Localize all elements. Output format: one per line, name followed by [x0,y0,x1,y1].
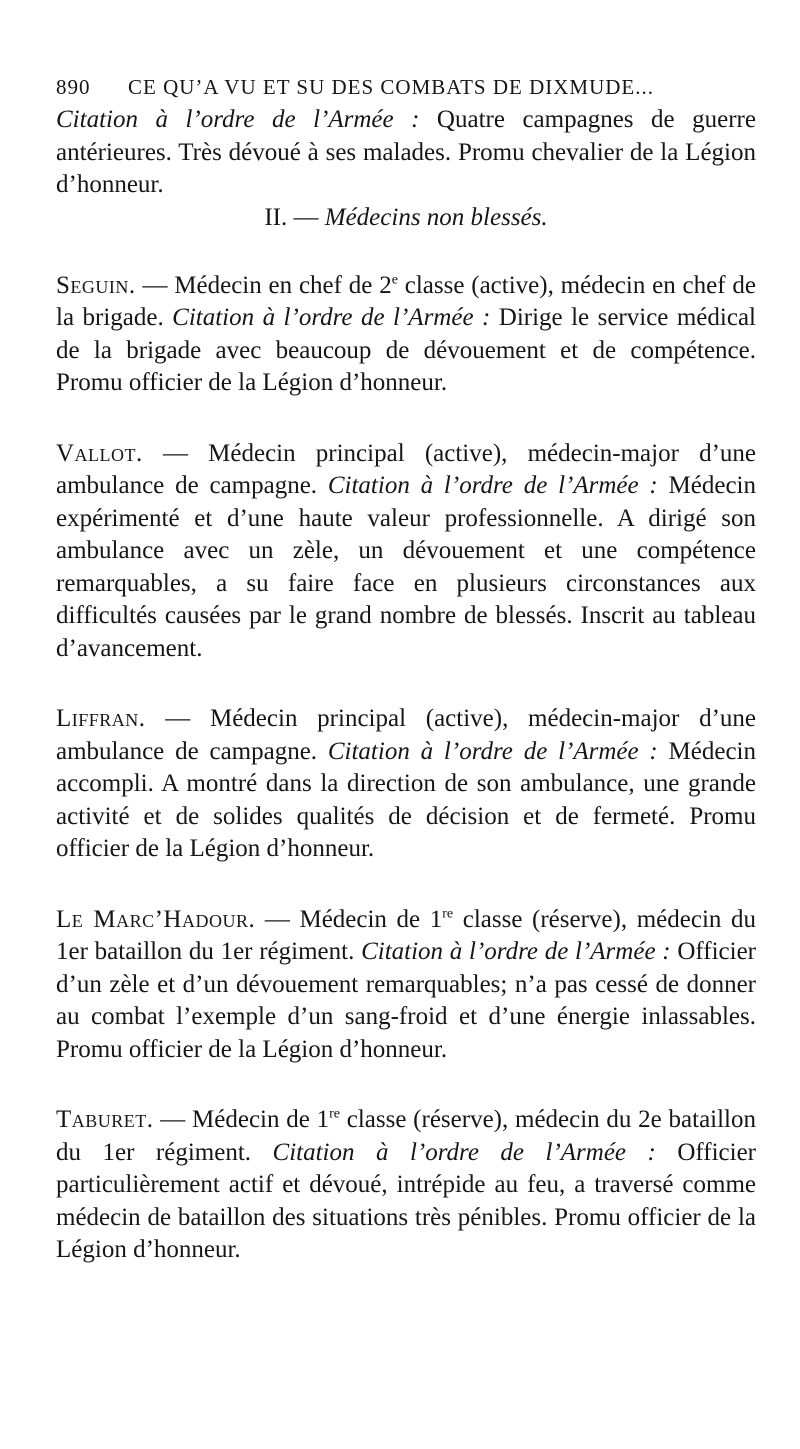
entry-rank-sup: re [442,906,454,922]
entry-paragraph [56,438,756,666]
entry-text: Officier particulièrement actif et dévoué, intrépide au feu, a traversé comme médecin de bataillon des situations très pénibles. Promu officier de la Légion d’honneur. [56,1138,756,1263]
entry-name: Vallot. [56,439,143,467]
entry-rank-after: classe (active), médecin en chef de la brigade. [56,271,756,331]
citation-label: Citation à l’ordre de l’Armée : [361,938,671,965]
citation-label: Citation à l’ordre de l’Armée : [327,472,658,499]
entry-text: Médecin expérimenté et d’une haute valeur professionnelle. A dirigé son ambulance avec un zèle, un dévouement et une compétence remarquables, a su faire face en plusieurs circonstances aux difficultés causées par le grand nombre de blessés. Inscrit au tableau d’avancement. [56,472,756,662]
entry-text: Médecin accompli. A montré dans la direction de son ambulance, une grande activité et de solides qualités de décision et de fermeté. Promu officier de la Légion d’honneur. [56,737,756,862]
entry-paragraph [56,703,756,866]
running-title: CE QU’A VU ET SU DES COMBATS DE DIXMUDE... [128,75,655,99]
entry-rank-sup: e [391,272,398,288]
entry-name: Seguin. [56,271,136,299]
section-title: Médecins non blessés. [324,203,548,231]
entry-rank-after: classe (réserve), médecin du 2e bataillon du 1er régiment. [56,1106,756,1166]
entry-name: Liffran. [56,705,146,732]
entry-paragraph [56,1104,756,1267]
entry-rank: — Médecin principal (active), médecin-major d’une ambulance de campagne. [56,439,756,499]
citation-label: Citation à l’ordre de l’Armée : [172,304,491,331]
entry-paragraph [56,270,756,400]
entry-text: Dirige le service médical de la brigade avec beaucoup de dévouement et de compétence. Promu officier de la Légion d’honneur. [56,304,756,396]
page-number: 890 [56,75,91,99]
entry-rank-sup: re [329,1106,340,1122]
entry-rank: — Médecin de 1 [255,905,443,933]
running-header [56,70,756,104]
citation-label: Citation à l’ordre de l’Armée : [56,106,420,133]
entry-rank-after: classe (réserve), médecin du 1er bataillon du 1er régiment. [56,905,756,965]
entry-paragraph [56,904,756,1067]
paragraph-text: Quatre campagnes de guerre antérieures. Très dévoué à ses malades. Promu chevalier de la Légion d’honneur. [56,106,756,198]
section-number: II. — [264,203,319,231]
page [56,70,756,1267]
entry-name: Le Marc’Hadour. [56,905,256,933]
entry-rank: — Médecin de 1 [153,1106,330,1133]
entry-rank: — Médecin principal (active), médecin-major d’une ambulance de campagne. [56,705,756,765]
citation-label: Citation à l’ordre de l’Armée : [272,1138,656,1166]
entry-text: Officier d’un zèle et d’un dévouement remarquables; n’a pas cessé de donner au combat l’exemple d’un sang-froid et d’une énergie inlassables. Promu officier de la Légion d’honneur. [56,938,756,1063]
intro-paragraph [56,104,756,202]
entry-name: Taburet. [56,1106,154,1133]
citation-label: Citation à l’ordre de l’Armée : [327,737,658,765]
section-heading [56,202,756,234]
entry-rank: — Médecin en chef de 2 [135,271,392,299]
